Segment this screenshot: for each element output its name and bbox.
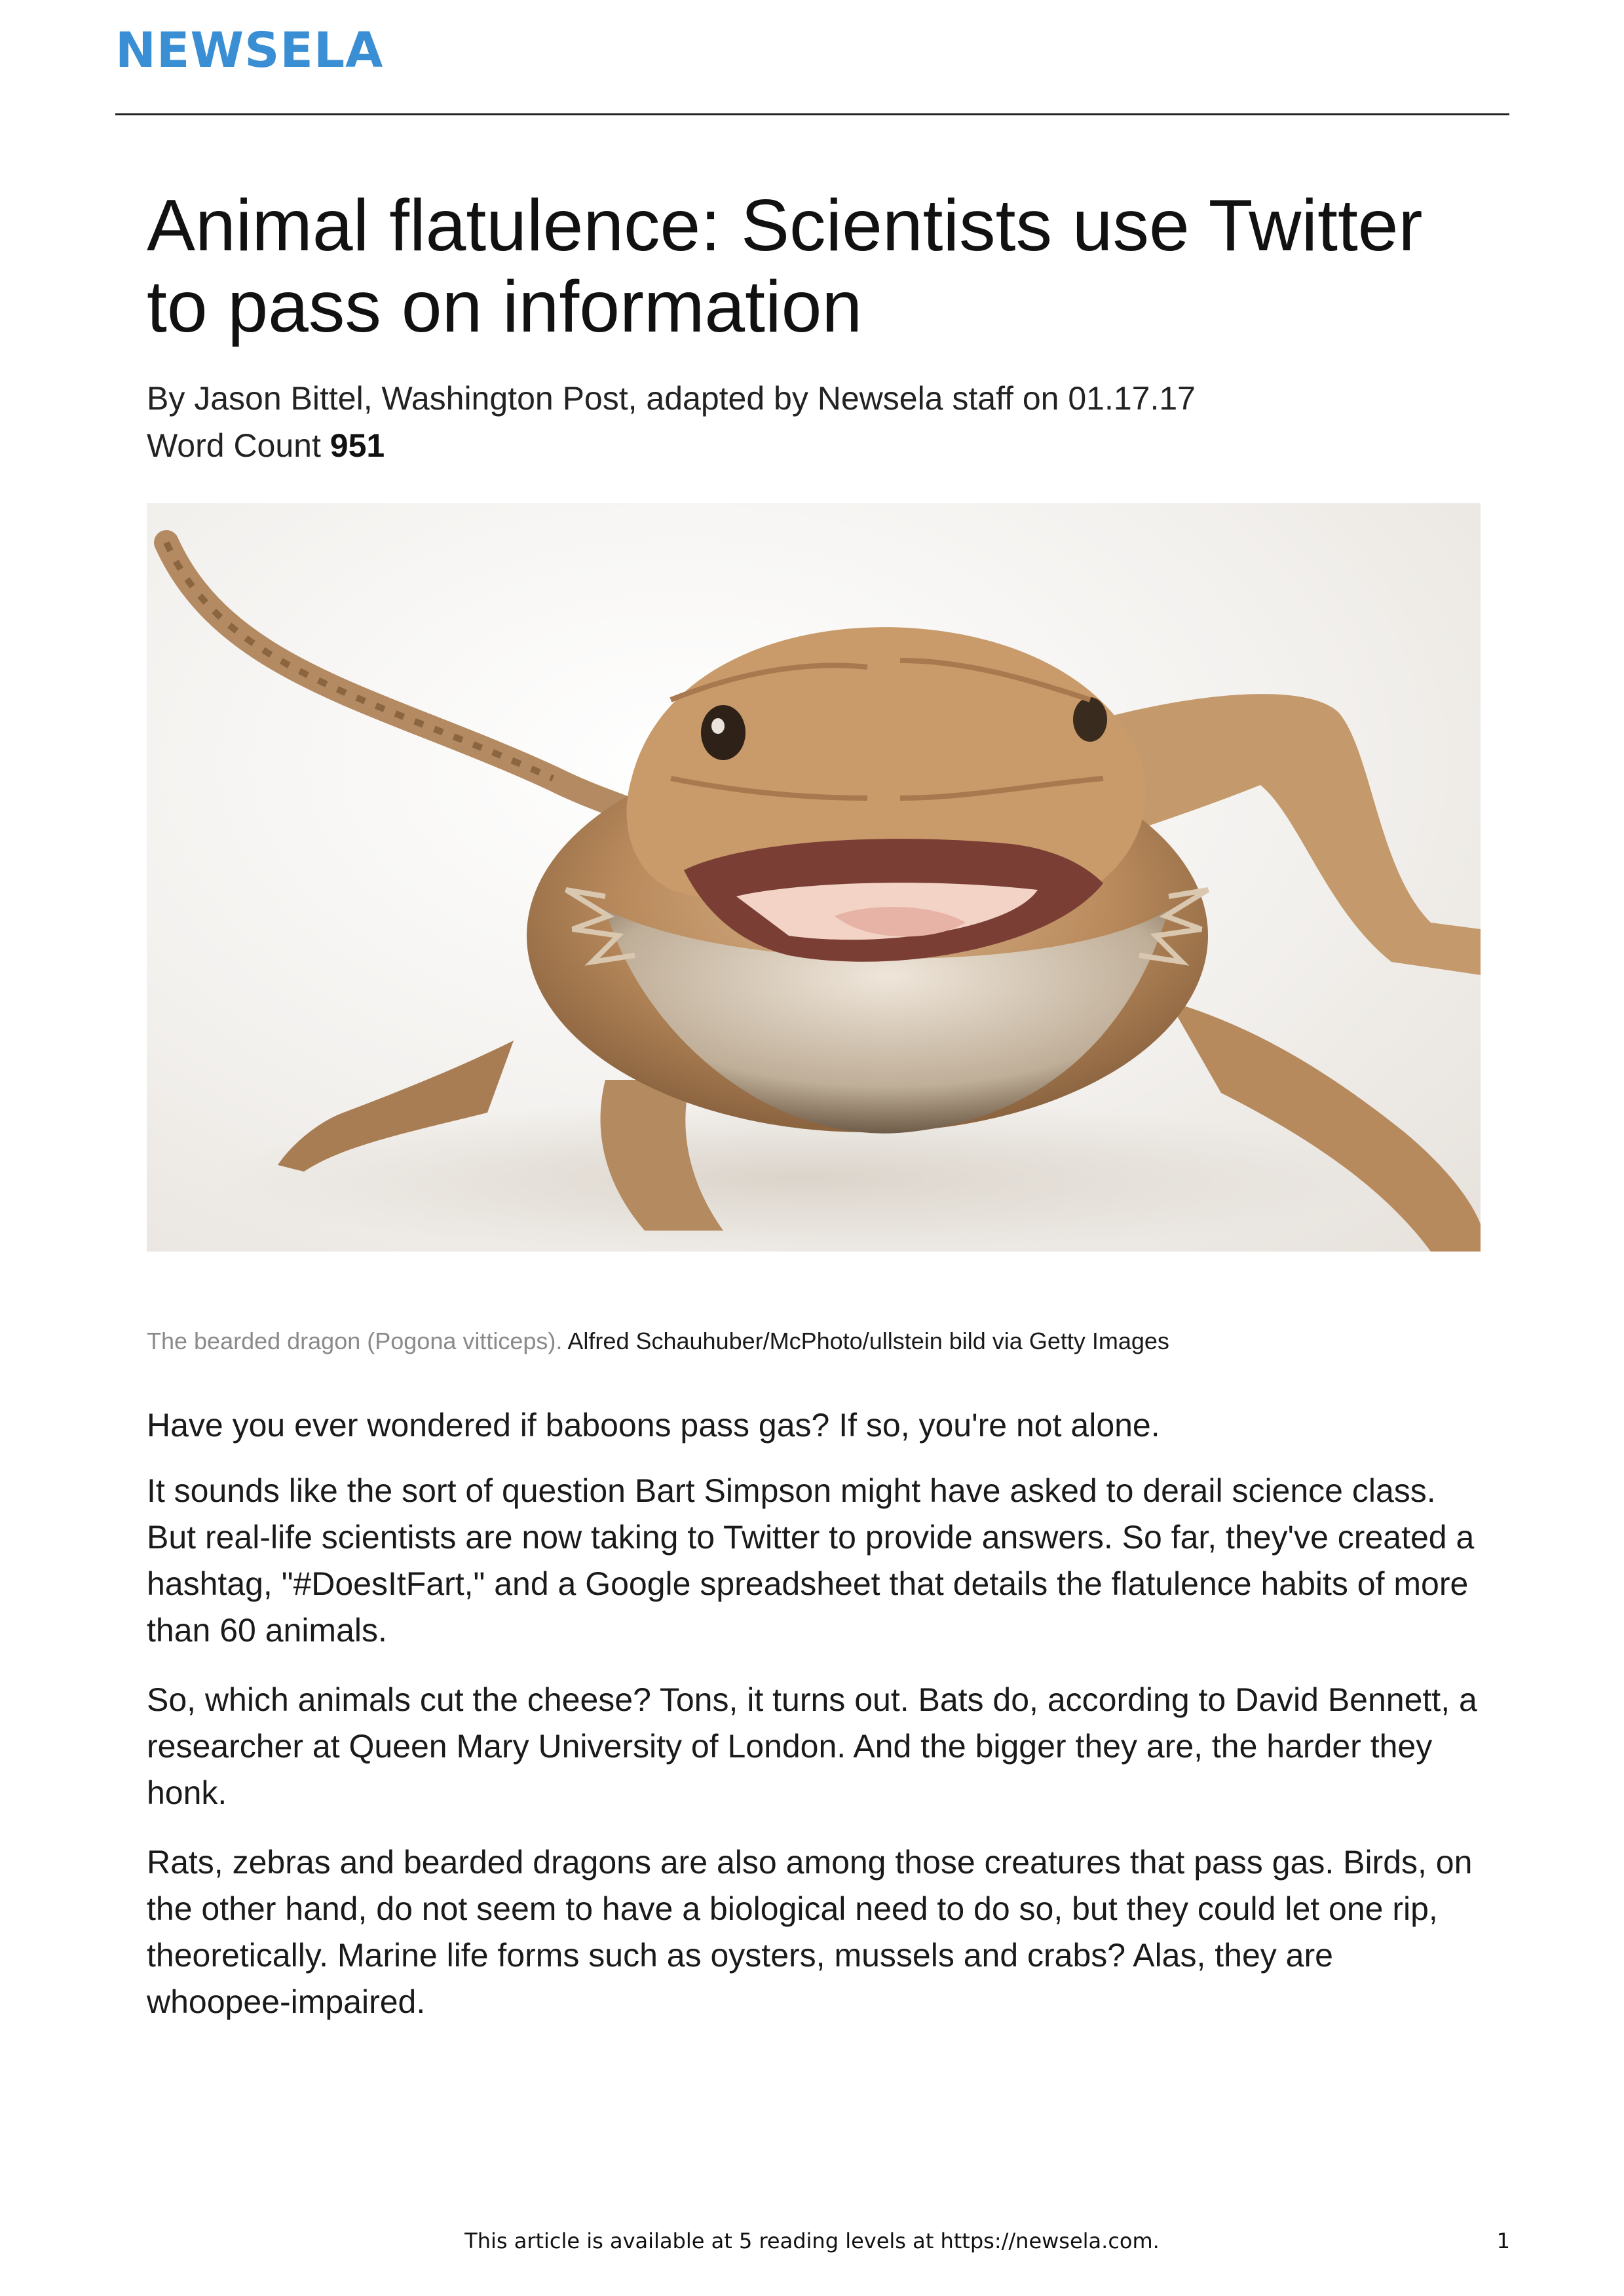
- word-count: [147, 422, 1481, 469]
- photo-credit: Alfred Schauhuber/McPhoto/ullstein bild via Getty Images: [567, 1328, 1169, 1354]
- article-paragraph: Rats, zebras and bearded dragons are also among those creatures that pass gas. Birds, on the other hand, do not seem to have a biological need to do so, but they could let one rip, theoretically. Marine life forms such as oysters, mussels and crabs? Alas, they are whoopee-impaired.: [147, 1844, 1473, 2020]
- article-paragraph: It sounds like the sort of question Bart Simpson might have asked to derail science class. But real-life scientists are now taking to Twitter to provide answers. So far, they've created a hashtag, "#DoesItFart," and a Google spreadsheet that details the flatulence habits of more than 60 animals.: [147, 1472, 1475, 1649]
- article-title: Animal flatulence: Scientists use Twitter to pass on information: [147, 185, 1423, 347]
- photo-caption: [147, 1325, 1481, 1358]
- article-photo-bearded-dragon: [147, 503, 1481, 1252]
- article-paragraph: Have you ever wondered if baboons pass gas? If so, you're not alone.: [147, 1407, 1160, 1444]
- header-divider: [115, 113, 1509, 115]
- page-number: 1: [1496, 2229, 1510, 2253]
- article-paragraph: So, which animals cut the cheese? Tons, it turns out. Bats do, according to David Bennett, a researcher at Queen Mary University of London. And the bigger they are, the harder they honk.: [147, 1681, 1477, 1811]
- bearded-dragon-illustration: [147, 503, 1481, 1252]
- word-count-label: Word Count: [147, 427, 321, 464]
- caption-text: The bearded dragon (Pogona vitticeps).: [147, 1328, 563, 1354]
- footer-availability-note: This article is available at 5 reading levels at https://newsela.com.: [464, 2229, 1160, 2253]
- newsela-logo: NEWSELA: [115, 22, 384, 79]
- word-count-value: 951: [330, 427, 385, 464]
- article-byline: By Jason Bittel, Washington Post, adapted by Newsela staff on 01.17.17: [147, 380, 1196, 417]
